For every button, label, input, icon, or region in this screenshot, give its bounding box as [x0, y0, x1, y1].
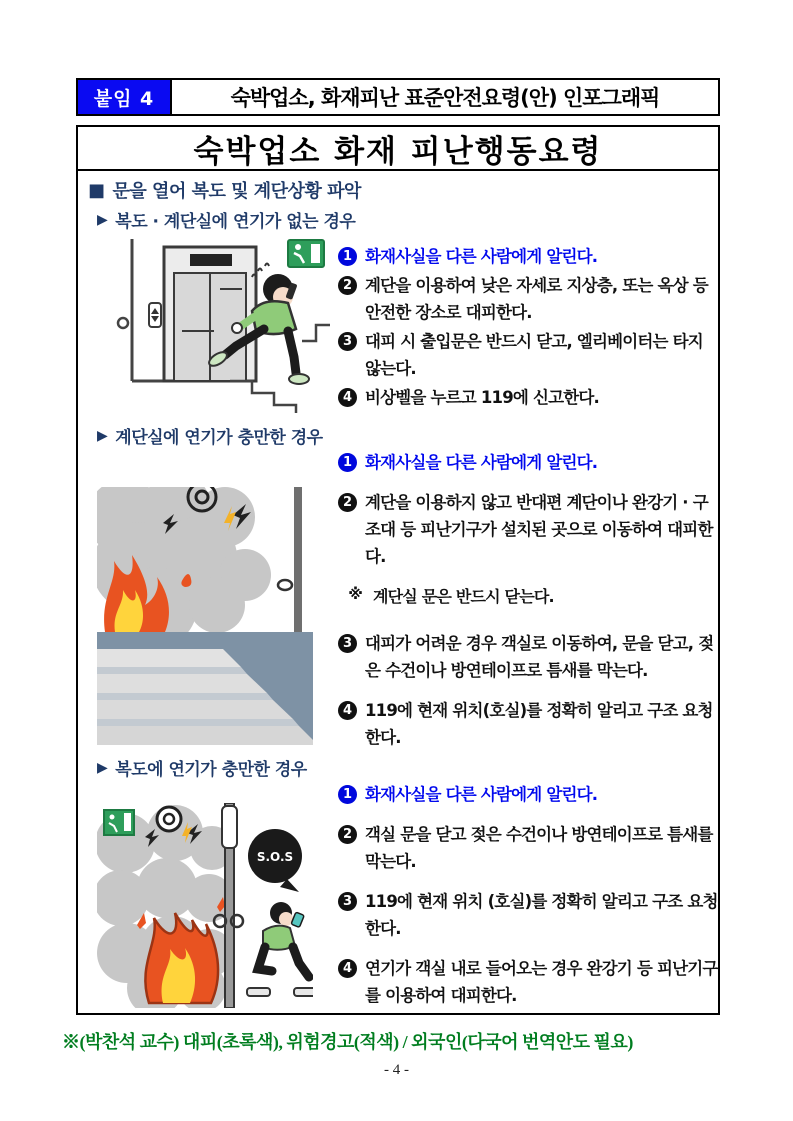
elevator-icon: [149, 247, 256, 381]
list-item: [338, 384, 720, 411]
item-text: 119에 현재 위치 (호실)를 정확히 알리고 구조 요청한다.: [365, 892, 718, 938]
attachment-header-bar: [76, 78, 720, 116]
circled-number-icon: 4: [338, 959, 357, 978]
evacuation-scene-svg: [102, 231, 332, 415]
page-number: - 4 -: [384, 1062, 409, 1078]
subsection-label: 계단실에 연기가 충만한 경우: [115, 428, 323, 448]
list-item: [338, 955, 720, 1009]
triangle-bullet-icon: ▶: [97, 427, 108, 444]
exit-sign-icon: [104, 810, 134, 835]
item-text: 119에 현재 위치(호실)를 정확히 알리고 구조 요청한다.: [365, 701, 713, 747]
instruction-list-no-smoke: [338, 243, 720, 413]
stairwell-fire-svg: [97, 487, 313, 745]
attachment-title: 숙박업소, 화재피난 표준안전요령(안) 인포그래픽: [230, 86, 660, 110]
circled-number-icon: 2: [338, 493, 357, 512]
circled-number-icon: 2: [338, 276, 357, 295]
triangle-bullet-icon: ▶: [97, 759, 108, 776]
subsection-heading-no-smoke: [97, 207, 355, 232]
section-header: [88, 177, 361, 203]
exit-sign-icon: [288, 240, 324, 267]
illustration-evacuate-stairs: [102, 231, 332, 415]
illustration-stairwell-fire: [97, 487, 313, 745]
circled-number-icon: 3: [338, 332, 357, 351]
list-item: [338, 781, 720, 808]
circled-number-icon: 3: [338, 634, 357, 653]
subsection-heading-corridor-smoke: [97, 755, 307, 780]
list-item: [338, 243, 720, 270]
reference-mark-icon: ※: [348, 585, 363, 603]
circled-number-icon: 2: [338, 825, 357, 844]
list-item: [338, 630, 720, 684]
subsection-heading-stairwell-smoke: [97, 423, 323, 448]
list-item: [338, 888, 720, 942]
item-text: 계단을 이용하여 낮은 자세로 지상층, 또는 옥상 등 안전한 장소로 대피한다.: [365, 276, 708, 322]
sos-label: S.O.S: [256, 850, 294, 864]
list-item-note: [346, 583, 720, 610]
list-item: [338, 489, 720, 570]
instruction-list-stairwell-smoke: [338, 449, 720, 764]
circled-number-icon: 4: [338, 388, 357, 407]
item-text: 비상벨을 누르고 119에 신고한다.: [365, 388, 600, 407]
circled-number-icon: 1: [338, 785, 357, 804]
circled-number-icon: 3: [338, 892, 357, 911]
list-item: [338, 697, 720, 751]
alarm-bell-icon: [157, 807, 181, 831]
footer-note: ※(박찬석 교수) 대피(초록색), 위험경고(적색) / 외국인(다국어 번역안도 필요): [62, 1032, 633, 1052]
item-text: 대피 시 출입문은 반드시 닫고, 엘리베이터는 타지 않는다.: [365, 332, 703, 378]
list-item: [338, 272, 720, 326]
item-text: 객실 문을 닫고 젖은 수건이나 방연테이프로 틈새를 막는다.: [365, 825, 713, 871]
item-text: 계단실 문은 반드시 닫는다.: [373, 587, 554, 606]
list-item: [338, 449, 720, 476]
item-text: 화재사실을 다른 사람에게 알린다.: [365, 247, 598, 266]
instruction-list-corridor-smoke: [338, 781, 720, 1022]
list-item: [338, 821, 720, 875]
kneeling-person-icon: [247, 902, 313, 996]
item-text: 화재사실을 다른 사람에게 알린다.: [365, 785, 598, 804]
subsection-label: 복도 · 계단실에 연기가 없는 경우: [115, 212, 356, 232]
circled-number-icon: 4: [338, 701, 357, 720]
section-header-label: 문을 열어 복도 및 계단상황 파악: [112, 181, 361, 202]
attachment-badge: 붙임 4: [78, 80, 172, 114]
sos-speech-bubble: [248, 829, 302, 892]
illustration-corridor-fire-sos: [97, 803, 313, 1008]
circled-number-icon: 1: [338, 453, 357, 472]
main-content-box: [76, 125, 720, 1015]
triangle-bullet-icon: ▶: [97, 211, 108, 228]
item-text: 계단을 이용하지 않고 반대편 계단이나 완강기 · 구조대 등 피난기구가 설치된 곳으로 이동하여 대피한다.: [365, 493, 713, 566]
item-text: 대피가 어려운 경우 객실로 이동하여, 문을 닫고, 젖은 수건이나 방연테이프로 틈새를 막는다.: [365, 634, 714, 680]
subsection-label: 복도에 연기가 충만한 경우: [115, 760, 307, 780]
stairs-photo-icon: [97, 632, 313, 745]
corridor-fire-svg: [97, 803, 313, 1008]
item-text: 연기가 객실 내로 들어오는 경우 완강기 등 피난기구를 이용하여 대피한다.: [365, 959, 718, 1005]
page-title: 숙박업소 화재 피난행동요령: [78, 127, 718, 171]
item-text: 화재사실을 다른 사람에게 알린다.: [365, 453, 598, 472]
square-bullet-icon: ■: [88, 179, 105, 201]
door-knob-icon: [118, 318, 128, 328]
list-item: [338, 328, 720, 382]
circled-number-icon: 1: [338, 247, 357, 266]
